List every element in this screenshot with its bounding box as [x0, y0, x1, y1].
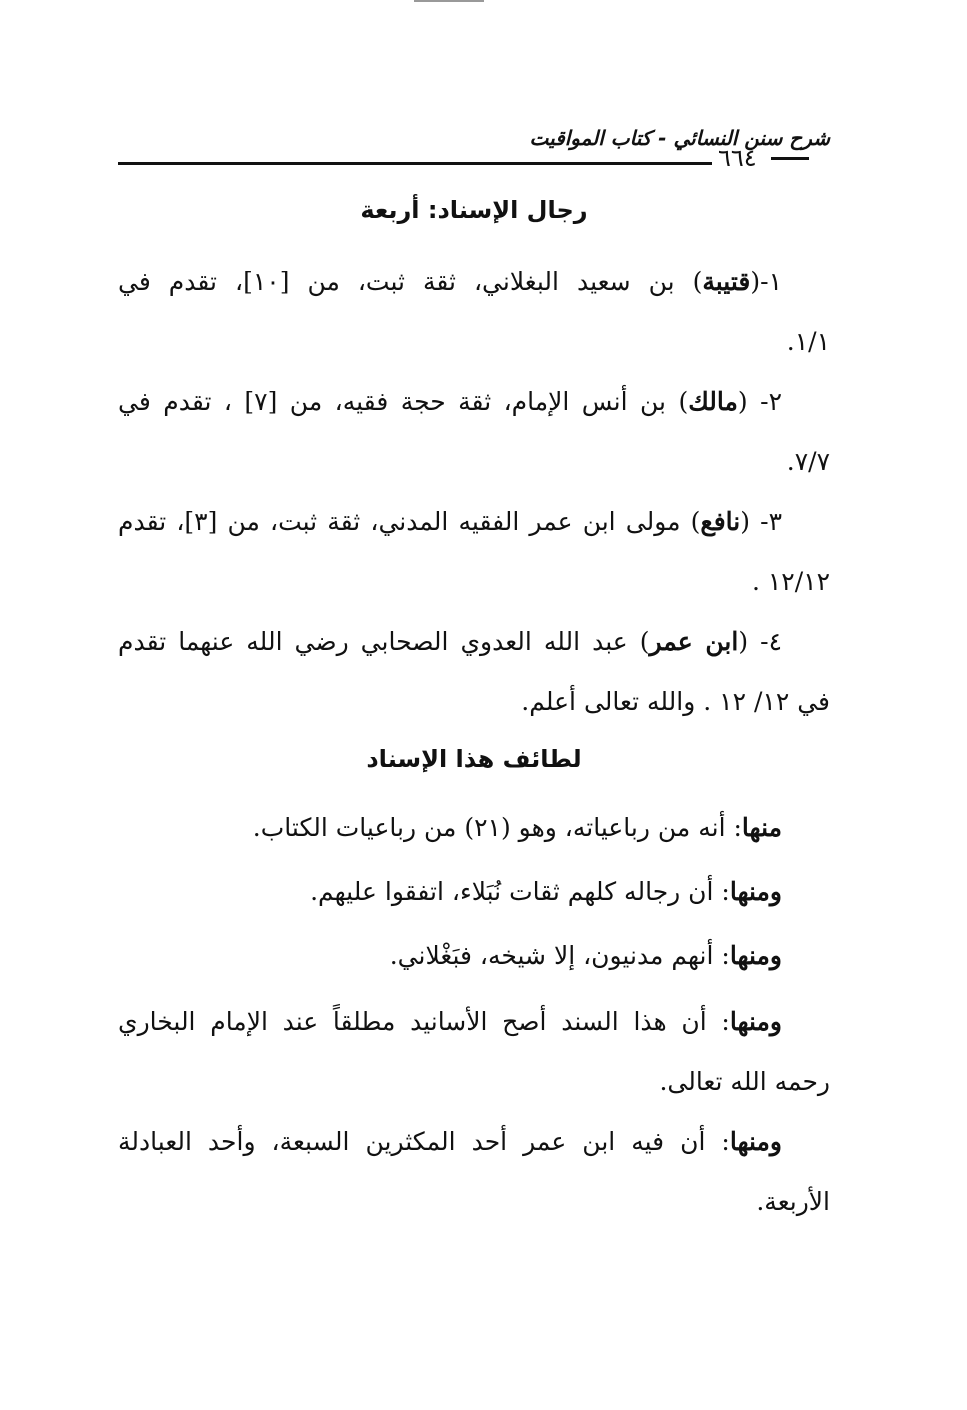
- header-rule: [118, 162, 712, 165]
- page-number: ٦٦٤: [718, 144, 757, 172]
- running-title: شرح سنن النسائي - كتاب المواقيت: [529, 126, 830, 150]
- subtlety-2: ومنها: أن رجاله كلهم ثقات نُبَلاء، اتفقوا عليهم.: [310, 877, 782, 906]
- page-number-dash: [771, 157, 809, 160]
- subtlety-5: ومنها: أن فيه ابن عمر أحد المكثرين السبعة، وأحد العبادلة الأربعة.: [118, 1127, 830, 1216]
- narrator-name: مالك: [688, 387, 738, 416]
- narrator-name: ابن عمر: [649, 627, 739, 656]
- narrator-entry-4: ٤- (ابن عمر) عبد الله العدوي الصحابي رضي الله عنهما تقدم في ١٢/ ١٢ . والله تعالى أعلم.: [118, 627, 830, 716]
- narrator-entry-1: ١-(قتيبة) بن سعيد البغلاني، ثقة ثبت، من [١٠]، تقدم في ١/١.: [118, 267, 830, 356]
- section-heading-narrators: رجال الإسناد: أربعة: [360, 196, 588, 224]
- subtlety-4: ومنها: أن هذا السند أصح الأسانيد مطلقاً عند الإمام البخاري رحمه الله تعالى.: [118, 1007, 830, 1096]
- narrator-name: نافع: [700, 507, 741, 536]
- subtlety-1: منها: أنه من رباعياته، وهو (٢١) من رباعيات الكتاب.: [252, 813, 782, 842]
- scan-top-mark: [414, 0, 484, 2]
- narrator-entry-3: ٣- (نافع) مولى ابن عمر الفقيه المدني، ثقة ثبت، من [٣]، تقدم ١٢/١٢ .: [118, 507, 830, 596]
- section-heading-subtleties: لطائف هذا الإسناد: [366, 745, 582, 773]
- narrator-entry-2: ٢- (مالك) بن أنس الإمام، ثقة حجة فقيه، من [٧] ، تقدم في ٧/٧.: [118, 387, 830, 476]
- subtlety-3: ومنها: أنهم مدنيون، إلا شيخه، فبَغْلاني.: [389, 941, 782, 970]
- running-header: [118, 118, 830, 172]
- page-number-block: [718, 144, 809, 172]
- narrator-name: قتيبة: [702, 267, 751, 296]
